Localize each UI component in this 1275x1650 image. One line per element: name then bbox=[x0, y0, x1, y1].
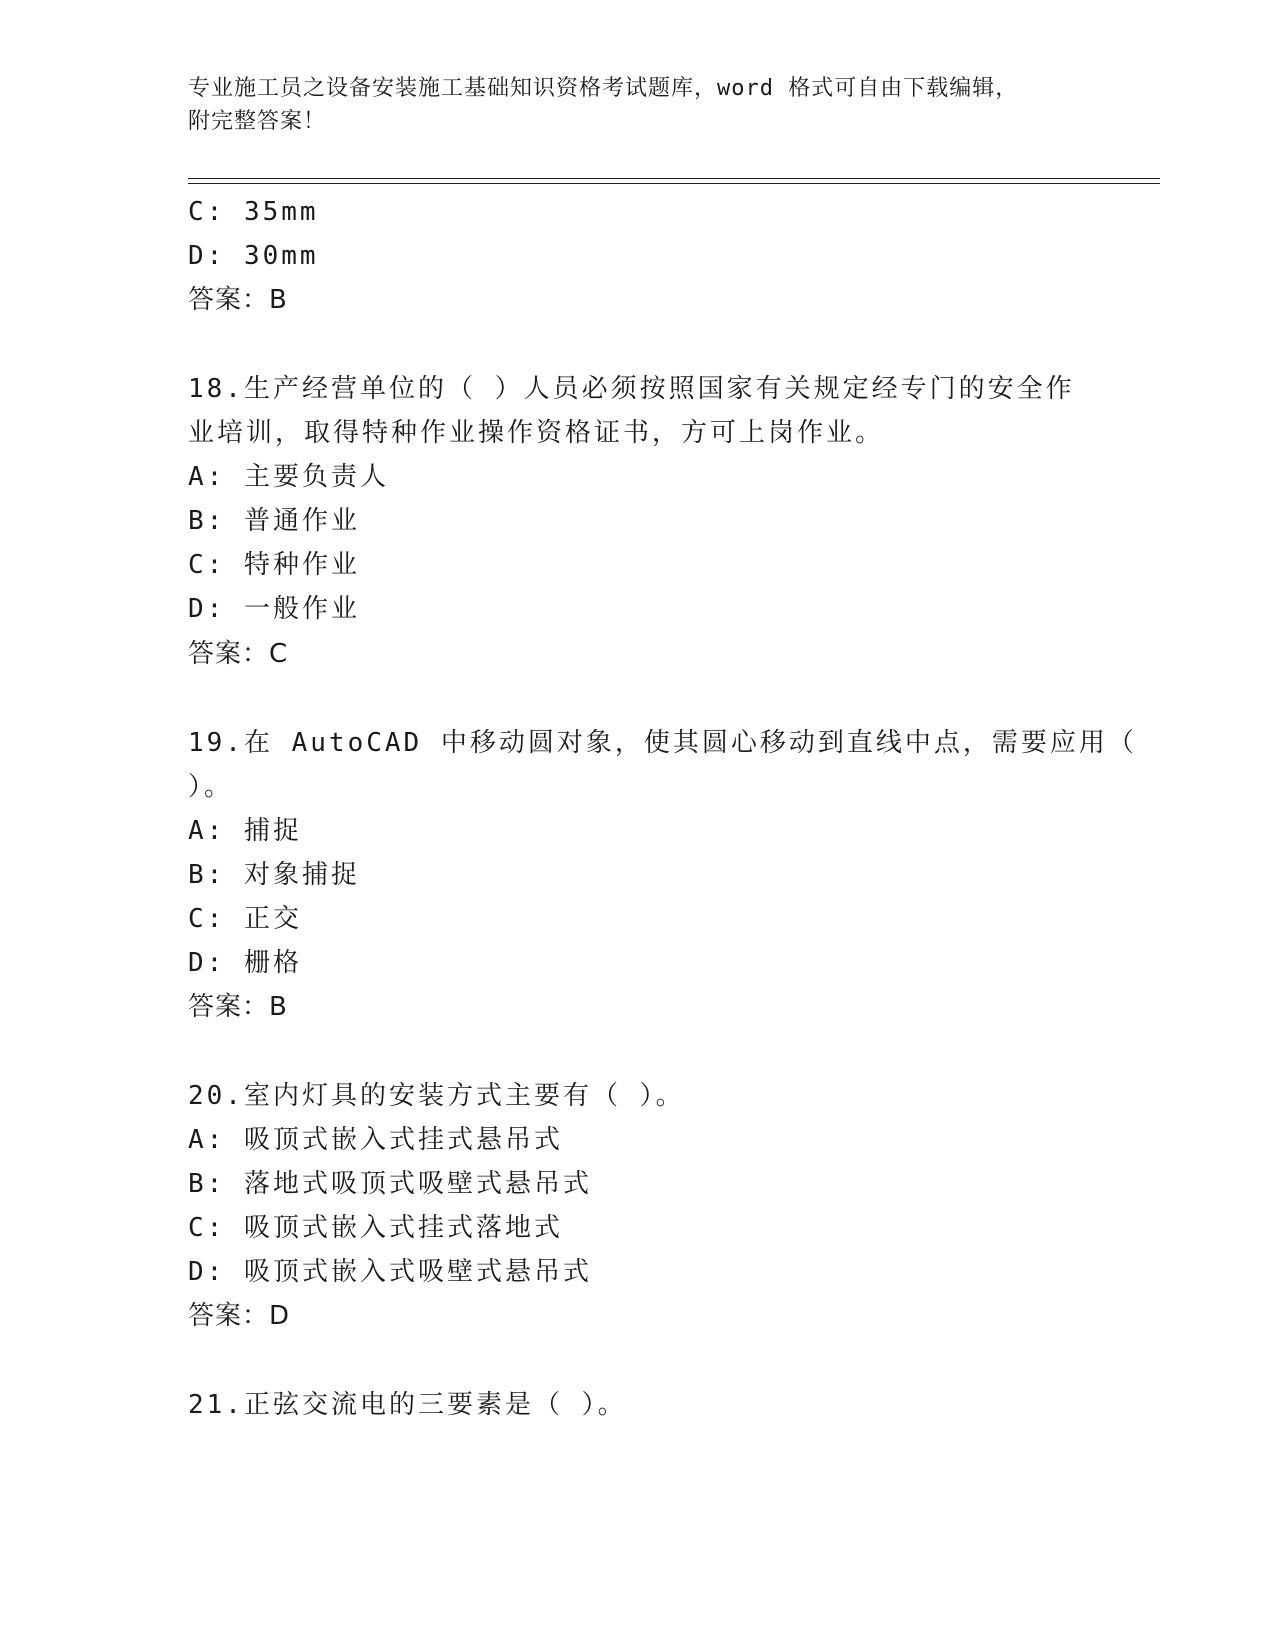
q17-option-c: C: 35mm bbox=[188, 197, 319, 227]
q19-option-a: A: 捕捉 bbox=[188, 816, 302, 846]
header-divider-top bbox=[188, 178, 1160, 179]
document-header bbox=[188, 72, 1088, 138]
q17-answer: 答案：B bbox=[188, 285, 288, 315]
q20-option-c: C: 吸顶式嵌入式挂式落地式 bbox=[188, 1213, 563, 1243]
q20-option-d: D: 吸顶式嵌入式吸壁式悬吊式 bbox=[188, 1257, 592, 1287]
q19-stem-line-2: ）。 bbox=[188, 772, 234, 802]
q20-option-a: A: 吸顶式嵌入式挂式悬吊式 bbox=[188, 1125, 563, 1155]
q18-option-d: D: 一般作业 bbox=[188, 594, 360, 624]
q19-option-c: C: 正交 bbox=[188, 904, 302, 934]
q18-stem-line-1: 18.生产经营单位的（ ）人员必须按照国家有关规定经专门的安全作 bbox=[188, 374, 1075, 404]
header-line-2: 附完整答案！ bbox=[188, 109, 327, 134]
q19-answer: 答案：B bbox=[188, 992, 288, 1022]
q18-answer: 答案：C bbox=[188, 639, 289, 669]
q17-option-d: D: 30mm bbox=[188, 241, 319, 271]
header-divider-bottom bbox=[188, 183, 1160, 184]
q18-option-b: B: 普通作业 bbox=[188, 506, 360, 536]
q20-answer: 答案：D bbox=[188, 1301, 291, 1331]
header-line-1: 专业施工员之设备安装施工基础知识资格考试题库，word 格式可自由下载编辑， bbox=[188, 76, 1019, 101]
q18-stem-line-2: 业培训，取得特种作业操作资格证书，方可上岗作业。 bbox=[188, 418, 885, 448]
q20-option-b: B: 落地式吸顶式吸壁式悬吊式 bbox=[188, 1169, 592, 1199]
q20-stem-line-1: 20.室内灯具的安装方式主要有（ ）。 bbox=[188, 1081, 685, 1111]
q19-option-b: B: 对象捕捉 bbox=[188, 860, 360, 890]
q18-option-c: C: 特种作业 bbox=[188, 550, 360, 580]
q21-stem-line-1: 21.正弦交流电的三要素是（ ）。 bbox=[188, 1390, 627, 1420]
q19-stem-line-1: 19.在 AutoCAD 中移动圆对象，使其圆心移动到直线中点，需要应用（ bbox=[188, 728, 1137, 758]
q19-option-d: D: 栅格 bbox=[188, 948, 302, 978]
q18-option-a: A: 主要负责人 bbox=[188, 462, 389, 492]
